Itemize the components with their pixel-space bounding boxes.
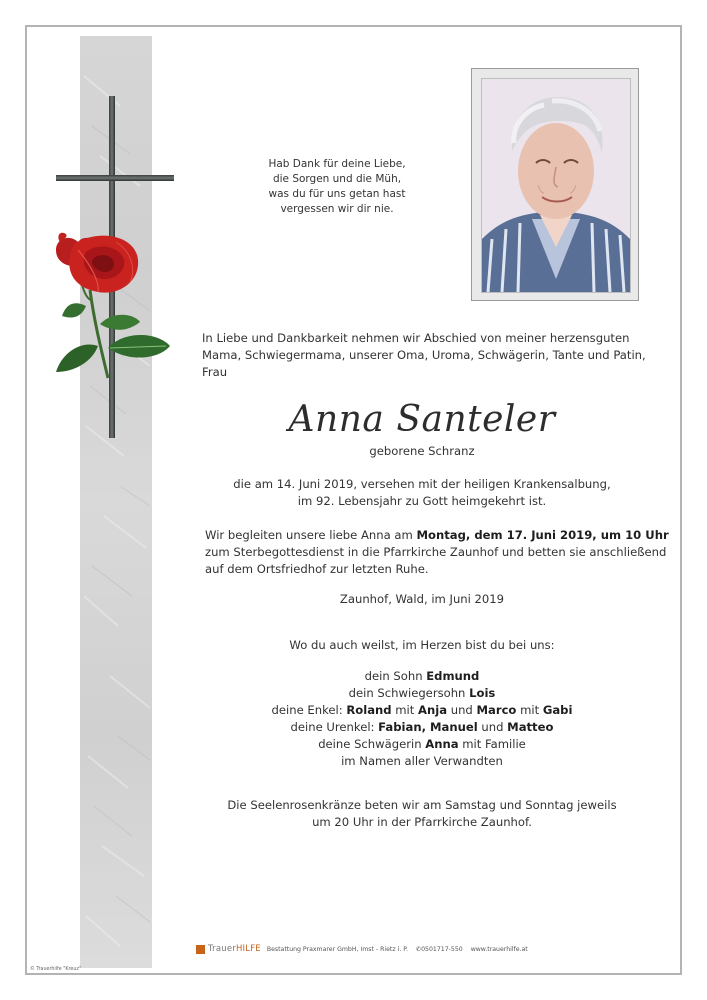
phone-icon: ✆: [415, 945, 422, 953]
mourner-relation: deine Urenkel:: [290, 720, 379, 734]
mourner-connector: mit Familie: [458, 737, 526, 751]
mourner-connector: mit: [391, 703, 419, 717]
footer-phone[interactable]: 0501717-550: [421, 945, 463, 953]
mourner-name: Marco: [476, 703, 517, 717]
mourner-connector: mit: [516, 703, 543, 717]
poem-line: Hab Dank für deine Liebe,: [268, 158, 406, 170]
funeral-date: Montag, dem 17. Juni 2019, um 10 Uhr: [416, 528, 669, 542]
copyright: © Trauerhilfe "Kreuz": [30, 967, 82, 972]
funeral-line-1: [205, 527, 669, 544]
mourner-son: [198, 668, 646, 685]
deceased-name: Anna Santeler: [288, 399, 556, 440]
mourner-relatives: im Namen aller Verwandten: [341, 754, 503, 768]
mourner-name: Fabian, Manuel: [378, 720, 478, 734]
logo-word-1: Trauer: [208, 944, 236, 954]
funeral-details: [205, 527, 669, 578]
poem: [232, 157, 442, 217]
rosary-notice: [198, 797, 646, 831]
funeral-line-3: auf dem Ortsfriedhof zur letzten Ruhe.: [205, 562, 429, 576]
mourner-relation: dein Schwiegersohn: [348, 686, 470, 700]
intro-line: Frau: [202, 365, 228, 379]
mourner-greatgrandchildren: [198, 719, 646, 736]
intro-line: Mama, Schwiegermama, unserer Oma, Uroma, Schwägerin, Tante und Patin,: [202, 348, 646, 362]
poem-line: was du für uns getan hast: [268, 188, 406, 200]
mourner-name: Anja: [418, 703, 448, 717]
mourner-grandchildren: [198, 702, 646, 719]
rosary-line: um 20 Uhr in der Pfarrkirche Zaunhof.: [312, 815, 532, 829]
mourner-name: Lois: [469, 686, 496, 700]
portrait-photo: [481, 78, 631, 293]
mourners-list: [198, 668, 646, 770]
place-date: Zaunhof, Wald, im Juni 2019: [339, 592, 505, 606]
mourner-connector: und: [447, 703, 477, 717]
poem-line: vergessen wir dir nie.: [280, 203, 394, 215]
intro-line: In Liebe und Dankbarkeit nehmen wir Abschied von meiner herzensguten: [202, 331, 630, 345]
mourner-name: Anna: [425, 737, 459, 751]
footer-company: Bestattung Praxmarer GmbH, Imst - Rietz i. P.: [266, 945, 408, 953]
mourner-relation: dein Sohn: [364, 669, 427, 683]
mourner-relation: deine Schwägerin: [318, 737, 426, 751]
mourner-name: Matteo: [507, 720, 554, 734]
intro-paragraph: [202, 330, 646, 381]
death-notice-line: die am 14. Juni 2019, versehen mit der heiligen Krankensalbung,: [233, 477, 611, 491]
mourner-name: Gabi: [542, 703, 573, 717]
footer-website[interactable]: www.trauerhilfe.at: [470, 945, 528, 953]
death-notice-line: im 92. Lebensjahr zu Gott heimgekehrt ist.: [297, 494, 547, 508]
logo-word-2: HILFE: [235, 944, 261, 954]
motto: Wo du auch weilst, im Herzen bist du bei uns:: [289, 638, 555, 652]
trauerhilfe-logo: [208, 944, 261, 955]
mourner-soninlaw: [198, 685, 646, 702]
footer: [196, 944, 528, 958]
funeral-prefix: Wir begleiten unsere liebe Anna am: [205, 528, 417, 542]
cross-with-rose: [38, 92, 178, 442]
mourner-connector: und: [477, 720, 508, 734]
portrait-image: [482, 79, 630, 292]
maiden-name: geborene Schranz: [369, 444, 475, 458]
portrait-frame: [471, 68, 639, 301]
rosary-line: Die Seelenrosenkränze beten wir am Samstag und Sonntag jeweils: [227, 798, 617, 812]
mourner-name: Roland: [346, 703, 392, 717]
mourner-sisterinlaw: [198, 736, 646, 753]
poem-line: die Sorgen und die Müh,: [272, 173, 402, 185]
trauerhilfe-logo-icon: [196, 945, 205, 954]
mourner-name: Edmund: [426, 669, 480, 683]
death-notice: [198, 476, 646, 510]
rose-icon: [38, 230, 178, 380]
funeral-line-2: zum Sterbegottesdienst in die Pfarrkirche Zaunhof und betten sie anschließend: [205, 545, 667, 559]
mourner-relation: deine Enkel:: [271, 703, 347, 717]
